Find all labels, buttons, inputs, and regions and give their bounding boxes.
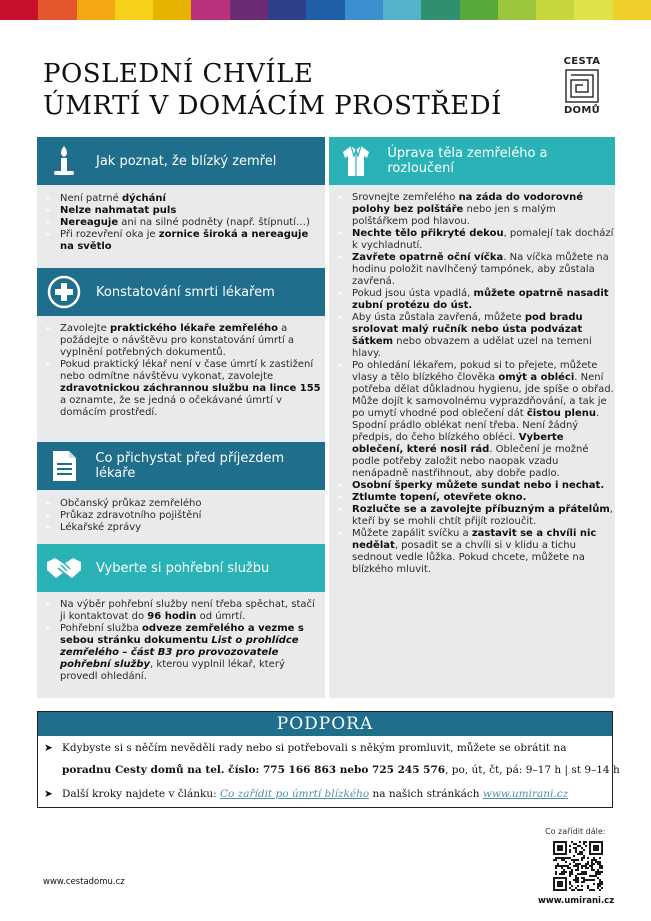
item-bold-text: Zavřete opatrně oční víčka (352, 252, 504, 263)
list-item (40, 193, 322, 205)
prepare-list (40, 498, 322, 534)
color-strip-segment (306, 0, 344, 20)
item-text: nebo jen s malým polštářkem pod hlavou. (352, 204, 556, 227)
color-strip-segment (421, 0, 459, 20)
item-bold-text: Rozlučte se a zavolejte příbuzným a přátelům (352, 504, 610, 515)
item-text: Můžete zapálit svíčku a (352, 528, 472, 539)
item-text: ani na silné podněty (např. štípnutí…) (118, 217, 310, 228)
color-strip-segment (38, 0, 76, 20)
maze-logo-icon (565, 69, 599, 103)
color-strip-segment (115, 0, 153, 20)
list-item (40, 522, 322, 534)
logo-text-top: CESTA (563, 56, 601, 67)
color-strip-segment (230, 0, 268, 20)
cesta-domu-logo (559, 56, 605, 120)
section-header-death-signs (37, 137, 325, 185)
color-strip-segment (574, 0, 612, 20)
item-bold-text: Nereaguje (60, 217, 119, 228)
funeral-list (40, 599, 322, 683)
item-bold-text: zdravotnickou záchrannou službu na lince 155 (60, 383, 321, 394)
top-color-strip (0, 0, 651, 20)
support-line-2 (62, 764, 620, 776)
item-text: od úmrtí. (196, 611, 246, 622)
item-bold-text: Vyberte oblečení, které nosil rád (352, 432, 564, 455)
document-icon (42, 444, 85, 488)
section-header-prepare (37, 442, 325, 490)
item-text: Srovnejte zemřelého (352, 192, 459, 203)
support-text-3: Další kroky najdete v článku: (62, 788, 220, 800)
item-bold-text: Nechte tělo přikryté dekou (352, 228, 504, 239)
item-text: Průkaz zdravotního pojištění (60, 510, 202, 521)
list-item (332, 252, 614, 288)
qr-code-icon (553, 841, 603, 891)
item-text: Po ohledání lékařem, pokud si to přejete, můžete vlasy a tělo blízkého člověka (352, 360, 598, 383)
list-item (332, 312, 614, 360)
support-box (37, 711, 620, 808)
arrow-icon: ➤ (44, 788, 53, 800)
support-line-1 (44, 742, 567, 754)
website-link[interactable]: www.umirani.cz (482, 788, 569, 800)
item-text: a oznamte, že se jedná o očekávané úmrtí v domácím prostředí. (60, 395, 282, 418)
list-item (332, 480, 614, 492)
list-item (40, 323, 322, 359)
item-text: . Oblečení je možné podle potřeby založit nebo naopak vzadu nenápadně nastřihnout, aby dobře padlo. (352, 444, 589, 479)
candle-icon (42, 139, 86, 183)
item-bold-text: můžete opatrně nasadit zubní protézu do úst. (352, 288, 609, 311)
list-item (332, 504, 614, 528)
item-text: Aby ústa zůstala zavřená, můžete (352, 312, 525, 323)
item-text: Lékařské zprávy (60, 522, 142, 533)
item-bold-text: omýt a obléci (498, 372, 575, 383)
item-bold-text: na záda do vodorovné polohy bez polštáře (352, 192, 584, 215)
section-header-doctor (37, 268, 325, 316)
list-item (332, 528, 614, 576)
list-item (332, 288, 614, 312)
color-strip-segment (77, 0, 115, 20)
item-text: Na výběr pohřební služby není třeba spěchat, stačí ji kontaktovat do (60, 599, 315, 622)
list-item (40, 217, 322, 229)
item-bold-text: dýchání (121, 193, 166, 204)
item-bold-text: čistou plenu (526, 408, 596, 419)
item-bold-text: odveze zemřelého a vezme s sebou stránku dokumentu (60, 623, 304, 646)
list-item (40, 510, 322, 522)
list-item (332, 228, 614, 252)
logo-text-bottom: DOMŮ (563, 105, 601, 116)
item-bold-text: Osobní šperky můžete sundat nebo i nechat. (352, 480, 605, 491)
arrow-icon: ➤ (44, 742, 53, 754)
color-strip-segment (345, 0, 383, 20)
section-header-body-care (329, 137, 615, 185)
support-text-1: Kdybyste si s něčím nevěděli rady nebo si potřebovali s někým promluvit, můžete se obrátit na (62, 742, 567, 754)
item-text: Není patrné (60, 193, 122, 204)
item-bold-text: 96 hodin (147, 611, 197, 622)
color-strip-segment (268, 0, 306, 20)
section-title: Jak poznat, že blízký zemřel (96, 153, 277, 169)
list-item (40, 359, 322, 419)
footer-website[interactable]: www.cestadomu.cz (43, 877, 125, 887)
article-link[interactable]: Co zařídit po úmrtí blízkého (219, 788, 370, 800)
doctor-list (40, 323, 322, 419)
color-strip-segment (0, 0, 38, 20)
support-title: PODPORA (38, 712, 612, 736)
item-bold-text: praktického lékaře zemřelého (109, 323, 278, 334)
section-title: Vyberte si pohřební službu (96, 560, 270, 576)
page-title (43, 58, 543, 122)
item-text: . Spodní prádlo oblékat není třeba. Není žádný předpis, do čeho blízkého obléci. (352, 408, 600, 443)
item-bold-text: Ztlumte topení, otevřete okno. (352, 492, 527, 503)
item-document-name: List o prohlídce zemřelého – část B3 pro provozovatele pohřební služby (60, 635, 299, 670)
support-phone: poradnu Cesty domů na tel. číslo: 775 166 863 nebo 725 245 576 (62, 764, 446, 776)
item-bold-text: zastavit se a chvíli nic nedělat (352, 528, 597, 551)
death-signs-list (40, 193, 322, 253)
list-item (40, 229, 322, 253)
item-text: Pokud jsou ústa vpadlá, (352, 288, 474, 299)
item-text: , kteří by se mohli chtít přijít rozloučit. (352, 504, 613, 527)
item-text: a požádejte o návštěvu pro konstatování úmrtí a vyplnění potřebných dokumentů. (60, 323, 295, 358)
title-line-1: POSLEDNÍ CHVÍLE (43, 59, 314, 89)
list-item (40, 623, 322, 683)
item-text: Zavolejte (60, 323, 110, 334)
item-text: Pokud praktický lékař není v čase úmrtí k zastižení nebo odmítne návštěvu vykonat, zavolejte (60, 359, 314, 382)
item-bold-text: Nelze nahmatat puls (60, 205, 177, 216)
shirt-icon (334, 139, 377, 183)
item-text: , posadit se a chvíli si v klidu a tichu sednout vedle lůžka. Pokud chcete, můžete na blízkého mluvit. (352, 540, 585, 575)
item-text: . Na víčka můžete na hodinu položit navlhčený tampónek, aby zůstala zavřená. (352, 252, 609, 287)
item-text: Při rozevření oka je (60, 229, 159, 240)
item-text: Pohřební služba (60, 623, 143, 634)
list-item (332, 492, 614, 504)
item-text: , kterou vyplnil lékař, který provedl ohledání. (60, 659, 285, 682)
medical-cross-icon (42, 270, 86, 314)
color-strip-segment (498, 0, 536, 20)
support-line-3 (44, 788, 568, 800)
section-header-funeral (37, 544, 325, 592)
item-text: Občanský průkaz zemřelého (60, 498, 202, 509)
item-bold-text: zornice široká a nereaguje na světlo (60, 229, 309, 252)
color-strip-segment (613, 0, 651, 20)
section-title: Co přichystat před příjezdem lékaře (95, 451, 285, 481)
color-strip-segment (153, 0, 191, 20)
item-text: . Není potřeba dělat důkladnou hygienu, jde spíše o obřad. Může dojít k samovolnému vyprazdňování, a tak je po umytí vhodné pod oblečení dát (352, 372, 614, 419)
color-strip-segment (191, 0, 229, 20)
section-title: Konstatování smrti lékařem (96, 284, 275, 300)
list-item (40, 498, 322, 510)
list-item (332, 192, 614, 228)
list-item (332, 360, 614, 480)
list-item (40, 599, 322, 623)
item-text: , pomalejí tak dochází k vychladnutí. (352, 228, 614, 251)
color-strip-segment (536, 0, 574, 20)
qr-website[interactable]: www.umirani.cz (538, 896, 615, 906)
support-hours: , po, út, čt, pá: 9–17 h | st 9–14 h (445, 764, 620, 776)
qr-caption: Co zařídit dále: (545, 827, 606, 836)
body-care-list (332, 192, 614, 576)
item-bold-text: pod bradu srolovat malý ručník nebo ústa podvázat šátkem (352, 312, 583, 347)
color-strip-segment (383, 0, 421, 20)
title-line-2: ÚMRTÍ V DOMÁCÍM PROSTŘEDÍ (43, 91, 502, 121)
color-strip-segment (460, 0, 498, 20)
handshake-icon (42, 546, 86, 590)
item-text: nebo obvazem a udělat uzel na temeni hlavy. (352, 336, 592, 359)
section-title: Úprava těla zemřelého a rozloučení (387, 146, 548, 176)
list-item (40, 205, 322, 217)
support-text-3b: na našich stránkách (369, 788, 483, 800)
